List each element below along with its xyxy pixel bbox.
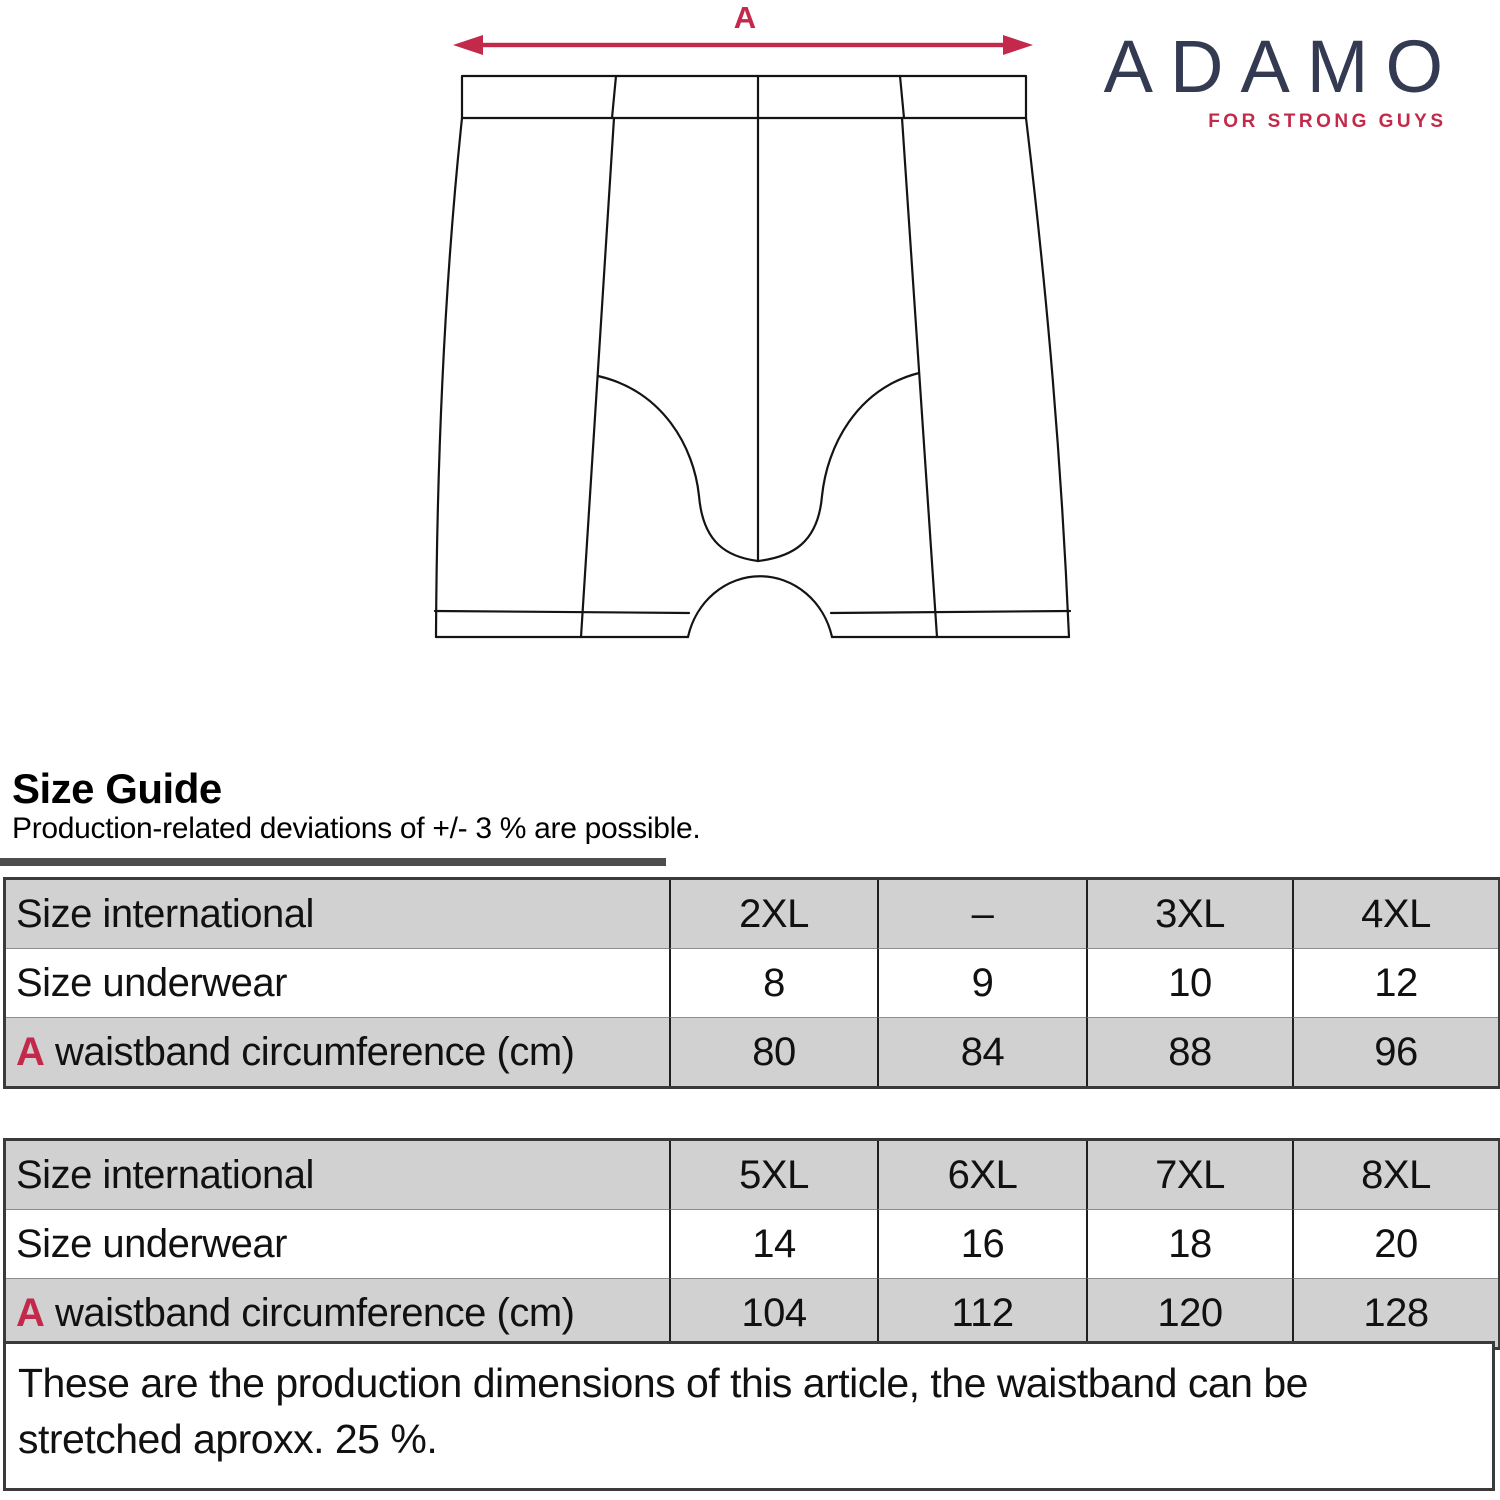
size-cell: 16: [877, 1210, 1086, 1279]
crotch-arch: [688, 576, 832, 637]
size-cell: 96: [1292, 1018, 1498, 1086]
size-table-1: [3, 877, 1500, 1089]
waistband-row: [6, 1279, 1498, 1347]
size-cell: 4XL: [1292, 880, 1498, 949]
size-underwear-row: [6, 949, 1498, 1018]
measure-key: A: [16, 1029, 45, 1074]
size-cell: 80: [669, 1018, 877, 1086]
size-cell: 8XL: [1292, 1141, 1498, 1210]
brand-logo: [1103, 25, 1460, 133]
deviation-note: Production-related deviations of +/- 3 % are possible.: [12, 812, 701, 845]
size-international-row: [6, 880, 1498, 949]
size-cell: 8: [669, 949, 877, 1018]
size-cell: 104: [669, 1279, 877, 1347]
waistband: [462, 76, 1026, 118]
measurement-arrow: [453, 0, 1033, 55]
divider-bar: [0, 858, 666, 866]
row-label: Size underwear: [6, 949, 669, 1018]
size-cell: 6XL: [877, 1141, 1086, 1210]
size-cell: 2XL: [669, 880, 877, 949]
size-table-2: [3, 1138, 1500, 1350]
size-cell: –: [877, 880, 1086, 949]
size-underwear-row: [6, 1210, 1498, 1279]
arrow-right-head-icon: [1003, 35, 1033, 55]
waistband-seam-right: [900, 76, 904, 118]
size-cell: 5XL: [669, 1141, 877, 1210]
row-label: Size underwear: [6, 1210, 669, 1279]
brand-tagline: FOR STRONG GUYS: [1208, 111, 1447, 132]
row-label-text: waistband circumference (cm): [44, 1029, 575, 1074]
size-cell: 128: [1292, 1279, 1498, 1347]
measurement-a-label: A: [733, 0, 757, 35]
size-cell: 20: [1292, 1210, 1498, 1279]
arrow-line: [470, 43, 1016, 47]
waistband-seam-left: [612, 76, 616, 118]
left-hem-line: [435, 611, 689, 613]
right-crotch-curve: [758, 373, 919, 561]
brand-name: ADAMO: [1103, 25, 1460, 108]
size-cell: 12: [1292, 949, 1498, 1018]
size-cell: 18: [1086, 1210, 1292, 1279]
size-cell: 112: [877, 1279, 1086, 1347]
size-cell: 10: [1086, 949, 1292, 1018]
row-label-text: waistband circumference (cm): [44, 1290, 575, 1335]
left-side-edge: [436, 118, 462, 637]
size-cell: 9: [877, 949, 1086, 1018]
row-label: Size international: [6, 880, 669, 949]
measure-key: A: [16, 1290, 45, 1335]
arrow-left-head-icon: [453, 35, 483, 55]
left-panel-seam: [581, 118, 614, 637]
row-label: [6, 1018, 669, 1086]
size-international-row: [6, 1141, 1498, 1210]
row-label: Size international: [6, 1141, 669, 1210]
page-title: Size Guide: [12, 765, 222, 812]
row-label: [6, 1279, 669, 1347]
shorts-outline: [435, 76, 1070, 637]
size-cell: 3XL: [1086, 880, 1292, 949]
left-crotch-curve: [598, 376, 758, 561]
production-note: These are the production dimensions of this article, the waistband can be stretched aproxx. 25 %.: [3, 1341, 1495, 1491]
size-cell: 120: [1086, 1279, 1292, 1347]
waistband-row: [6, 1018, 1498, 1086]
size-cell: 14: [669, 1210, 877, 1279]
size-cell: 84: [877, 1018, 1086, 1086]
right-side-edge: [1026, 118, 1069, 637]
right-hem-line: [831, 611, 1070, 613]
size-cell: 7XL: [1086, 1141, 1292, 1210]
size-cell: 88: [1086, 1018, 1292, 1086]
